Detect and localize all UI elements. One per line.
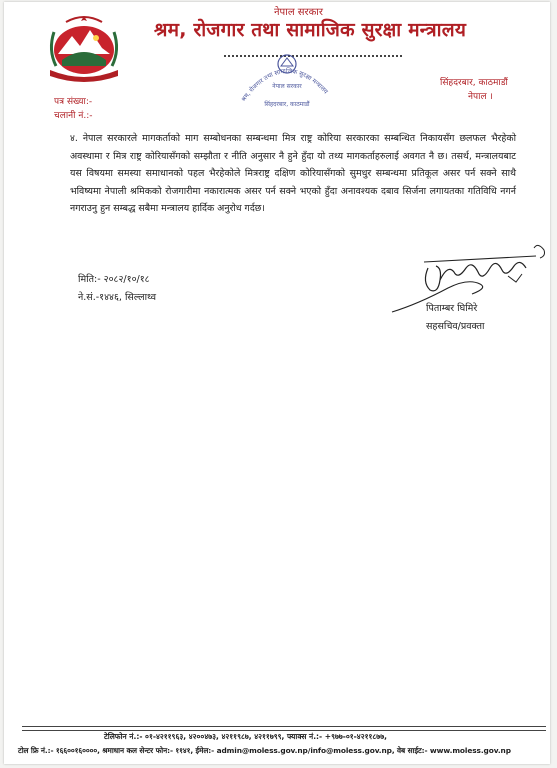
stamp-center-line2: सिंहदरबार, काठमाडौं <box>264 101 310 108</box>
footer-contact-line: टोल फ्रि नं.:- १६६००१६००००, श्रमाधान कल सेन्टर फोन:- ११४१, ईमेल:- admin@moless.gov.np/info@moless.gov.np, वेब साईट:- www.moless.gov.np <box>18 746 511 755</box>
government-name: नेपाल सरकार <box>274 7 323 18</box>
footer-phone-line: टेलिफोन नं.:- ०१-४२११९६३, ४२००४७३, ४२११९८७, ४२११७९९, फ्याक्स नं.:- +९७७-०१-४२११८७७, <box>104 732 387 741</box>
dispatch-number-label: चलानी नं.:- <box>54 111 93 121</box>
address-line-2: नेपाल । <box>468 92 493 102</box>
signatory-block <box>426 300 485 336</box>
ministry-stamp <box>232 50 342 118</box>
ministry-name: श्रम, रोजगार तथा सामाजिक सुरक्षा मन्त्रालय <box>154 19 467 41</box>
footer-rule <box>22 726 546 727</box>
signatory-designation: सहसचिव/प्रवक्ता <box>426 321 485 332</box>
footer-rule-inner <box>22 730 546 731</box>
letter-page <box>4 2 550 764</box>
ministry-address <box>440 76 508 104</box>
reference-fields <box>54 95 92 123</box>
nepal-sambat-ref: ने.सं.-१४४६, सिल्लाथ्व <box>78 292 156 303</box>
letter-date: मिति:- २०८२/१०/१८ <box>78 274 150 285</box>
address-line-1: सिंहदरबार, काठमाडौं <box>440 78 508 88</box>
body-paragraph: ४. नेपाल सरकारले मागकर्ताको माग सम्बोधनका सम्बन्धमा मित्र राष्ट्र कोरिया सरकारका सम्बन्धित निकायसँग छलफल भैरहेको अवस्थामा र मित्र राष्ट्र कोरियासँगको सम्झौता र नीति अनुसार नै हुने हुँदा यो तथ्य मागकर्ताहरुलाई अवगत नै छ। तसर्थ, मन्त्रालयबाट यस विषयमा समस्या समाधानको पहल भैरहेकोले मित्रराष्ट्र दक्षिण कोरियासँगको सुमधुर सम्बन्धमा प्रतिकूल असर पर्न सक्ने साथै भविष्यमा नेपाली श्रमिकको रोजगारीमा नकारात्मक असर पर्न सक्ने भएको हुँदा अनावश्यक दबाव सिर्जना लगायतका गतिविधि नगर्न नगराउनु हुन सम्बद्ध सबैमा मन्त्रालय हार्दिक अनुरोध गर्दछ। <box>70 133 516 215</box>
letter-meta <box>78 271 156 307</box>
nepal-emblem-icon <box>44 14 124 82</box>
stamp-center-line1: नेपाल सरकार <box>272 83 302 90</box>
signatory-name: पिताम्बर घिमिरे <box>426 303 478 314</box>
stamp-arc-text: श्रम, रोजगार तथा सामाजिक सुरक्षा मन्त्रालय <box>240 67 329 104</box>
letter-number-label: पत्र संख्या:- <box>54 97 93 107</box>
